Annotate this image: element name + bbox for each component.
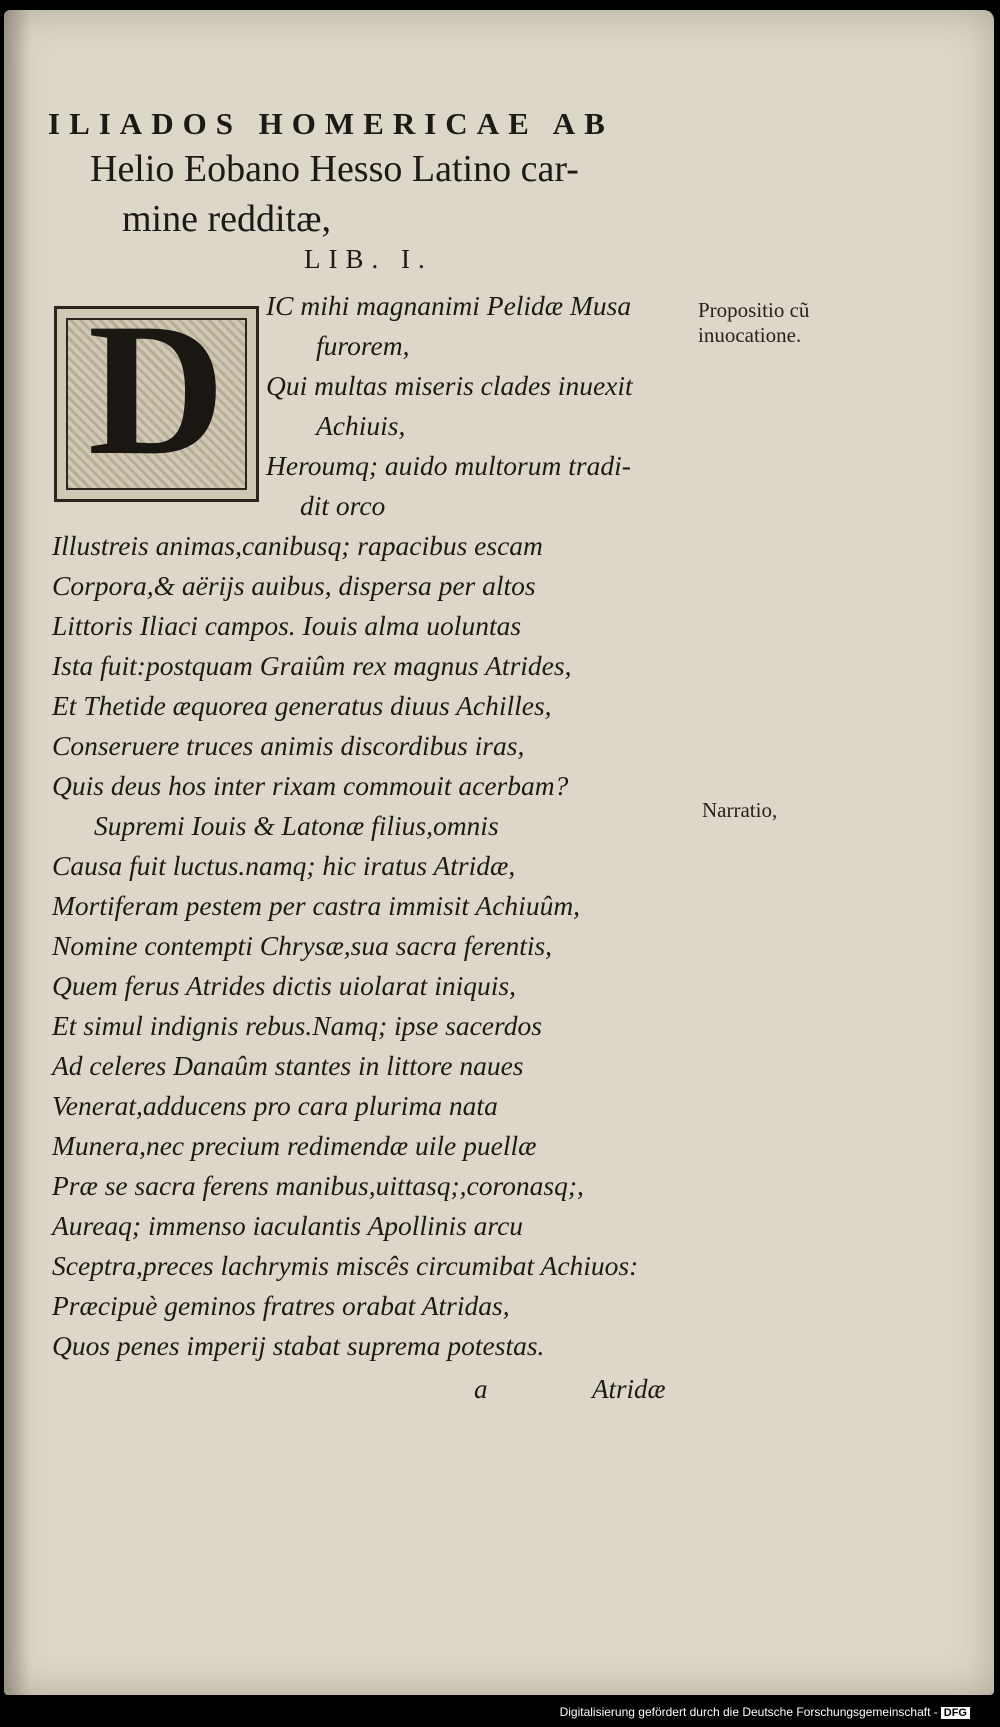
verse-line: IC mihi magnanimi Pelidæ Musa bbox=[266, 290, 632, 321]
verse-line: Supremi Iouis & Latonæ filius,omnis bbox=[94, 810, 499, 841]
verse-line: Præcipuè geminos fratres orabat Atridas, bbox=[52, 1290, 510, 1321]
catchword: Atridæ bbox=[592, 1374, 666, 1404]
initial-letter: D bbox=[87, 285, 226, 495]
verse-line: Aureaq; immenso iaculantis Apollinis arcu bbox=[52, 1210, 524, 1241]
digitization-footer bbox=[0, 1705, 1000, 1719]
verse-line: Quem ferus Atrides dictis uiolarat iniquis, bbox=[52, 970, 516, 1001]
verse-line: Achiuis, bbox=[316, 410, 406, 441]
verse-line: Quos penes imperij stabat suprema potestas. bbox=[52, 1330, 545, 1361]
verse-line: furorem, bbox=[316, 330, 410, 361]
verse-line: Littoris Iliaci campos. Iouis alma uoluntas bbox=[52, 610, 522, 641]
verse-line: Præ se sacra ferens manibus,uittasq;,coronasq;, bbox=[52, 1170, 584, 1201]
marginal-note-propositio bbox=[698, 298, 809, 348]
verse-line: Mortiferam pestem per castra immisit Achiuûm, bbox=[52, 890, 581, 921]
verse-line: Illustreis animas,canibusq; rapacibus escam bbox=[52, 530, 543, 561]
book-number: LIB. I. bbox=[304, 244, 433, 274]
verse-line: Nomine contempti Chrysæ,sua sacra ferentis, bbox=[52, 930, 553, 961]
book-page bbox=[4, 10, 994, 1695]
dfg-logo: DFG bbox=[941, 1707, 970, 1719]
signature-mark: a bbox=[474, 1374, 488, 1404]
verse-line: Ista fuit:postquam Graiûm rex magnus Atrides, bbox=[52, 650, 572, 681]
footer-text: Digitalisierung gefördert durch die Deutsche Forschungsgemeinschaft - bbox=[559, 1705, 938, 1719]
verse-line: Causa fuit luctus.namq; hic iratus Atridæ, bbox=[52, 850, 516, 881]
marginal-note-line: Propositio cũ bbox=[698, 298, 810, 322]
verse-line: dit orco bbox=[300, 490, 386, 521]
verse-line: Venerat,adducens pro cara plurima nata bbox=[52, 1090, 498, 1121]
heading-line-1: ILIADOS HOMERICAE AB bbox=[48, 106, 614, 141]
verse-line: Ad celeres Danaûm stantes in littore naues bbox=[52, 1050, 524, 1081]
verse-line: Conseruere truces animis discordibus iras, bbox=[52, 730, 525, 761]
verse-line: Heroumq; auido multorum tradi- bbox=[266, 450, 631, 481]
marginal-note-line: inuocatione. bbox=[698, 323, 802, 348]
verse-line: Corpora,& aërijs auibus, dispersa per altos bbox=[52, 570, 536, 601]
verse-line: Qui multas miseris clades inuexit bbox=[266, 370, 633, 401]
marginal-note-narratio: Narratio, bbox=[702, 798, 778, 822]
decorated-initial bbox=[54, 285, 259, 502]
heading-line-3: mine redditæ, bbox=[122, 198, 331, 240]
verse-line: Munera,nec precium redimendæ uile puellæ bbox=[52, 1130, 537, 1161]
verse-line: Et simul indignis rebus.Namq; ipse sacerdos bbox=[52, 1010, 542, 1041]
heading-line-2: Helio Eobano Hesso Latino car- bbox=[90, 148, 579, 190]
verse-line: Sceptra,preces lachrymis miscês circumibat Achiuos: bbox=[52, 1250, 639, 1281]
verse-line: Quis deus hos inter rixam commouit acerbam? bbox=[52, 770, 569, 801]
verse-line: Et Thetide æquorea generatus diuus Achilles, bbox=[52, 690, 552, 721]
